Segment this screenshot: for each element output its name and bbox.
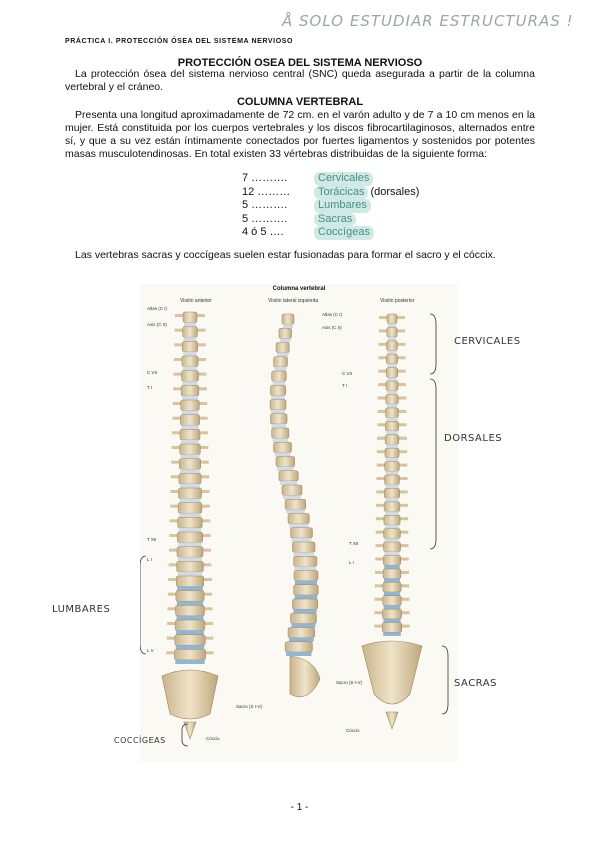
intervertebral-disc xyxy=(179,513,201,517)
vertebra xyxy=(177,561,204,572)
intro-paragraph: La protección ósea del sistema nervioso central (SNC) queda asegurada a partir de la columna vertebral y el cráneo. xyxy=(65,68,535,93)
spine-illustration xyxy=(140,284,458,762)
vertebra-count: 12 ……… xyxy=(242,185,291,198)
vertebra xyxy=(182,371,199,382)
vertebra xyxy=(386,408,399,418)
vertebra xyxy=(290,613,316,623)
bracket-lumbares xyxy=(140,556,146,654)
intervertebral-disc xyxy=(182,411,199,415)
intervertebral-disc xyxy=(177,601,203,605)
intervertebral-disc xyxy=(384,579,400,583)
intervertebral-disc xyxy=(180,469,200,473)
vertebra xyxy=(383,582,401,592)
intervertebral-disc xyxy=(277,353,288,357)
subsection-title: COLUMNA VERTEBRAL xyxy=(236,96,364,108)
intervertebral-disc xyxy=(387,404,398,408)
section-title: PROTECCIÓN OSEA DEL SISTEMA NERVIOSO xyxy=(177,57,423,69)
vertebra xyxy=(386,354,397,364)
intervertebral-disc xyxy=(385,511,399,515)
label-t1-anterior: T I xyxy=(147,385,153,390)
intervertebral-disc xyxy=(295,581,317,585)
intervertebral-disc xyxy=(181,455,200,459)
intervertebral-disc xyxy=(388,350,397,354)
vertebra xyxy=(385,421,398,431)
vertebra xyxy=(384,502,400,512)
intervertebral-disc xyxy=(184,337,197,341)
vertebra xyxy=(176,591,204,602)
vertebra xyxy=(387,327,397,337)
vertebra xyxy=(282,314,294,324)
vertebra-name: Cervicales xyxy=(314,172,373,186)
intervertebral-disc xyxy=(277,467,294,471)
vertebra xyxy=(386,381,398,391)
lateral-spine xyxy=(270,314,318,656)
label-c7-anterior: C VII xyxy=(147,370,158,375)
intervertebral-disc xyxy=(183,367,197,371)
vertebra xyxy=(182,356,198,367)
vertebra xyxy=(178,517,203,528)
intervertebral-disc xyxy=(385,525,399,529)
intervertebral-disc xyxy=(386,444,398,448)
vertebra xyxy=(290,528,312,538)
spine-drawing xyxy=(140,284,458,762)
vertebra xyxy=(270,414,287,424)
list-item xyxy=(242,226,419,240)
intervertebral-disc xyxy=(386,471,399,475)
intervertebral-disc xyxy=(181,440,199,444)
intervertebral-disc xyxy=(175,660,204,664)
label-axis-lateral: Axis (C II) xyxy=(322,325,342,330)
intervertebral-disc xyxy=(184,323,196,327)
label-l1-lateral: L I xyxy=(349,560,354,565)
vertebra xyxy=(180,429,200,440)
intervertebral-disc xyxy=(271,410,285,414)
sacrum-anterior xyxy=(162,670,218,719)
figure-view-posterior: Visión posterior xyxy=(380,298,415,304)
bracket-sacras xyxy=(442,646,448,714)
label-sacrum-anterior: Sacro (S I-V) xyxy=(236,704,263,709)
intervertebral-disc xyxy=(388,337,396,341)
vertebra xyxy=(386,368,398,378)
vertebra xyxy=(274,357,288,367)
vertebra-name: Lumbares xyxy=(314,199,371,213)
vertebra xyxy=(292,542,315,552)
intervertebral-disc xyxy=(384,605,401,609)
vertebra xyxy=(272,428,289,438)
vertebra xyxy=(382,623,402,633)
intervertebral-disc xyxy=(176,631,204,635)
handwritten-dorsales: DORSALES xyxy=(444,433,503,444)
label-atlas-lateral: Atlas (C I) xyxy=(322,312,343,317)
vertebra xyxy=(180,415,199,426)
intervertebral-disc xyxy=(385,538,400,542)
anterior-spine xyxy=(166,312,213,664)
vertebra-count: 5 ………. xyxy=(242,212,288,225)
intervertebral-disc xyxy=(182,396,198,400)
intervertebral-disc xyxy=(286,510,305,514)
intervertebral-disc xyxy=(384,565,400,569)
intervertebral-disc xyxy=(387,418,398,422)
vertebra xyxy=(180,444,201,455)
vertebra xyxy=(288,514,309,524)
label-sacrum-lateral: Sacro (S I-V) xyxy=(336,680,363,685)
sacrum-lateral xyxy=(290,656,320,697)
handwritten-header-note: Å SOLO ESTUDIAR ESTRUCTURAS ! xyxy=(282,12,574,30)
intervertebral-disc xyxy=(273,381,286,385)
intervertebral-disc xyxy=(387,377,397,381)
vertebra xyxy=(385,435,399,445)
bracket-cervicales xyxy=(430,314,436,374)
vertebra xyxy=(385,448,399,458)
label-c7-lateral: C VII xyxy=(342,371,353,376)
intervertebral-disc xyxy=(388,324,396,328)
intervertebral-disc xyxy=(275,367,287,371)
vertebra xyxy=(176,605,205,616)
sacrum-posterior xyxy=(362,641,422,704)
posterior-spine xyxy=(374,314,410,636)
label-l1-anterior: L I xyxy=(147,557,152,562)
vertebra xyxy=(385,475,400,485)
intervertebral-disc xyxy=(383,619,400,623)
intervertebral-disc xyxy=(283,495,301,499)
vertebra xyxy=(279,328,292,338)
vertebra-count: 7 ………. xyxy=(242,172,288,184)
intervertebral-disc xyxy=(271,396,284,400)
intervertebral-disc xyxy=(181,425,198,429)
intervertebral-disc xyxy=(178,543,201,547)
list-item xyxy=(242,172,419,186)
intervertebral-disc xyxy=(387,391,397,395)
vertebra-count: 4 ó 5 …. xyxy=(242,226,284,238)
vertebra xyxy=(383,569,401,579)
vertebra xyxy=(279,471,298,481)
vertebra xyxy=(276,343,289,353)
vertebra xyxy=(174,649,205,660)
intervertebral-disc xyxy=(179,528,202,532)
intervertebral-disc xyxy=(180,499,201,503)
vertebra xyxy=(294,571,318,581)
intervertebral-disc xyxy=(295,595,318,599)
vertebra xyxy=(384,515,400,525)
list-item xyxy=(242,186,419,200)
vertebra xyxy=(270,400,286,410)
vertebra xyxy=(182,341,198,352)
list-item xyxy=(242,213,419,227)
vertebra xyxy=(179,473,201,484)
label-coccyx-lateral: Cóccix xyxy=(346,728,360,733)
vertebra-extra: (dorsales) xyxy=(370,185,420,198)
vertebra xyxy=(383,542,400,552)
vertebra xyxy=(175,635,206,646)
intervertebral-disc xyxy=(293,552,314,556)
vertebra xyxy=(276,457,295,467)
intervertebral-disc xyxy=(383,632,401,636)
vertebra xyxy=(178,503,202,514)
vertebra xyxy=(382,609,401,619)
list-item xyxy=(242,199,419,213)
intervertebral-disc xyxy=(289,524,308,528)
handwritten-coccigeas: COCCÍGEAS xyxy=(114,736,166,745)
intervertebral-disc xyxy=(183,352,197,356)
intervertebral-disc xyxy=(280,481,297,485)
intervertebral-disc xyxy=(178,572,203,576)
intervertebral-disc xyxy=(289,638,314,642)
fusion-paragraph: Las vertebras sacras y coccígeas suelen estar fusionadas para formar el sacro y el cóccix. xyxy=(75,249,496,261)
vertebra xyxy=(183,312,197,323)
intervertebral-disc xyxy=(280,339,291,343)
intervertebral-disc xyxy=(291,624,315,628)
vertebra xyxy=(181,400,200,411)
intervertebral-disc xyxy=(384,552,399,556)
intervertebral-disc xyxy=(180,484,200,488)
vertebra xyxy=(288,628,315,638)
intervertebral-disc xyxy=(271,424,286,428)
handwritten-lumbares: LUMBARES xyxy=(52,604,111,615)
vertebra xyxy=(285,499,306,509)
bracket-dorsales xyxy=(430,379,436,549)
intervertebral-disc xyxy=(295,567,316,571)
vertebra xyxy=(383,596,402,606)
intervertebral-disc xyxy=(177,587,203,591)
handwritten-cervicales: CERVICALES xyxy=(454,336,521,347)
label-t12-anterior: T XII xyxy=(147,537,157,542)
vertebra xyxy=(183,327,198,338)
intervertebral-disc xyxy=(386,485,399,489)
vertebra xyxy=(175,620,205,631)
label-l5-anterior: L V xyxy=(147,648,154,653)
intervertebral-disc xyxy=(386,431,397,435)
vertebra xyxy=(177,547,203,558)
vertebra-name: Torácicas xyxy=(314,186,368,200)
vertebra xyxy=(294,585,319,595)
vertebra xyxy=(387,314,397,324)
intervertebral-disc xyxy=(384,592,400,596)
vertebra xyxy=(384,488,399,498)
figure-view-lateral: Visión lateral izquierda xyxy=(268,298,319,304)
vertebra xyxy=(383,556,401,566)
vertebra xyxy=(294,556,317,566)
vertebra xyxy=(179,488,202,499)
vertebra xyxy=(179,459,201,470)
vertebra xyxy=(387,341,398,351)
label-axis-anterior: Axis (C II) xyxy=(147,322,167,327)
intervertebral-disc xyxy=(385,498,398,502)
vertebra xyxy=(385,462,400,472)
intervertebral-disc xyxy=(176,645,205,649)
vertebra xyxy=(176,576,204,587)
vertebra xyxy=(386,395,399,405)
vertebra-name: Coccígeas xyxy=(314,226,374,240)
label-t1-lateral: T I xyxy=(342,383,348,388)
intervertebral-disc xyxy=(177,616,204,620)
intervertebral-disc xyxy=(387,364,396,368)
vertebra xyxy=(177,532,202,543)
coccyx-posterior xyxy=(386,712,398,729)
vertebra xyxy=(270,385,285,395)
intervertebral-disc xyxy=(286,652,311,656)
vertebra xyxy=(285,642,312,652)
label-t12-lateral: T XII xyxy=(349,541,359,546)
intervertebral-disc xyxy=(293,609,316,613)
vertebrae-list xyxy=(242,172,419,240)
intervertebral-disc xyxy=(273,438,288,442)
vertebra-name: Sacras xyxy=(314,213,356,227)
vertebra-count: 5 ………. xyxy=(242,199,288,211)
description-paragraph: Presenta una longitud aproximadamente de 72 cm. en el varón adulto y de 7 a 10 cm menos en la mujer. Está constituida por los cuerpos vertebrales y los discos fibrocartilaginosos, alternados entre sí, y que a su vez están íntimamente conectados por fuertes ligamentos y sostenidos por potentes masas musculotendinosas. En total existen 33 vértebras distribuidas de la siguiente forma: xyxy=(65,109,535,160)
vertebra xyxy=(384,529,401,539)
figure-view-anterior: Visión anterior xyxy=(180,298,212,304)
label-coccyx-anterior: Cóccix xyxy=(206,736,220,741)
label-atlas-anterior: Atlas (C I) xyxy=(147,306,168,311)
handwritten-sacras: SACRAS xyxy=(454,678,497,689)
vertebra xyxy=(292,599,317,609)
intervertebral-disc xyxy=(283,324,293,328)
intervertebral-disc xyxy=(291,538,311,542)
intervertebral-disc xyxy=(178,557,202,561)
intervertebral-disc xyxy=(275,453,291,457)
vertebra xyxy=(181,385,199,396)
intervertebral-disc xyxy=(386,458,398,462)
vertebra xyxy=(274,442,292,452)
vertebra xyxy=(272,371,287,381)
page-number: - 1 - xyxy=(290,802,309,813)
running-header: PRÁCTICA I. PROTECCIÓN ÓSEA DEL SISTEMA NERVIOSO xyxy=(65,38,294,45)
figure-title: Columna vertebral xyxy=(272,286,326,292)
intervertebral-disc xyxy=(183,381,198,385)
vertebra xyxy=(282,485,302,495)
